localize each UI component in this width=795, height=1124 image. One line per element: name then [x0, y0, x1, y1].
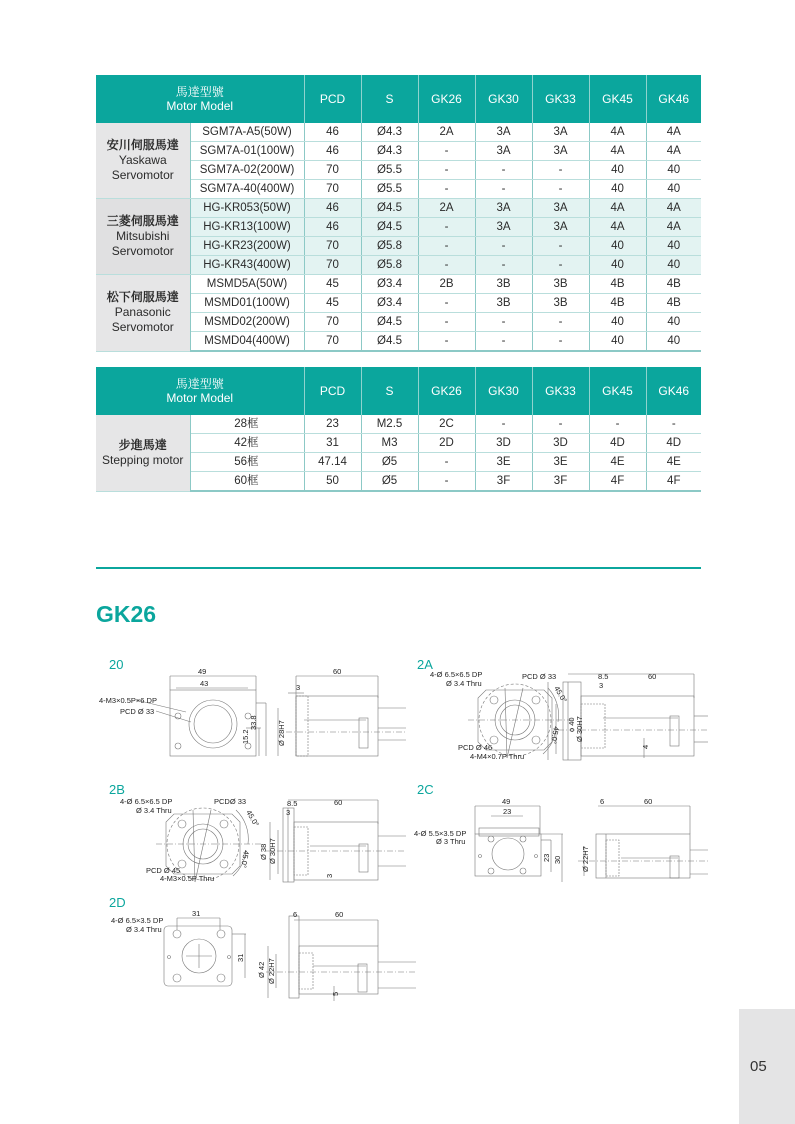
cell-gk33: - — [532, 313, 589, 332]
cell-gk26: 2A — [418, 123, 475, 142]
dim-bore: Ø 22H7 — [581, 846, 590, 872]
cell-s: Ø4.3 — [361, 142, 418, 161]
cell-gk26: - — [418, 142, 475, 161]
cell-gk30: - — [475, 332, 532, 352]
header-gk30: GK30 — [475, 75, 532, 123]
header-zh: 馬達型號 — [175, 377, 224, 391]
cell-gk45: 4A — [589, 199, 646, 218]
cell-gk26: 2D — [418, 434, 475, 453]
motor-brand-cell — [96, 275, 190, 352]
cell-gk26: 2C — [418, 415, 475, 434]
cell-gk46: 40 — [646, 237, 701, 256]
cell-gk46: 40 — [646, 161, 701, 180]
cell-gk26: 2A — [418, 199, 475, 218]
header-pcd: PCD — [304, 367, 361, 415]
cell-pcd: 46 — [304, 142, 361, 161]
cell-gk33: - — [532, 180, 589, 199]
cell-s: Ø4.5 — [361, 218, 418, 237]
cell-gk45: 40 — [589, 180, 646, 199]
page-tab — [739, 1009, 795, 1124]
motor-brand-cell — [96, 199, 190, 275]
cell-gk26: - — [418, 294, 475, 313]
cell-model: HG-KR053(50W) — [190, 199, 304, 218]
cell-gk33: 3B — [532, 294, 589, 313]
brand-name-en2: Servomotor — [111, 320, 174, 335]
section-divider — [96, 567, 701, 569]
cell-model: SGM7A-40(400W) — [190, 180, 304, 199]
drawing-2b — [96, 794, 406, 894]
cell-gk33: - — [532, 237, 589, 256]
cell-pcd: 50 — [304, 472, 361, 492]
cell-model: 60框 — [190, 472, 304, 492]
cell-gk45: 4E — [589, 453, 646, 472]
cell-gk45: 4B — [589, 275, 646, 294]
tap-spec: 4-M3×0.5P Thru — [160, 874, 215, 883]
dim-od: Ø 38 — [259, 843, 268, 860]
header-gk26: GK26 — [418, 367, 475, 415]
header-s: S — [361, 367, 418, 415]
motor-compat-table-stepping — [96, 367, 701, 492]
cell-s: Ø5 — [361, 453, 418, 472]
cell-gk45: 4F — [589, 472, 646, 492]
brand-name-en2: Servomotor — [111, 244, 174, 258]
cell-pcd: 45 — [304, 275, 361, 294]
header-s: S — [361, 75, 418, 123]
dim-8-5: 8.5 — [287, 799, 298, 808]
cell-gk26: - — [418, 332, 475, 352]
cell-model: SGM7A-02(200W) — [190, 161, 304, 180]
cell-gk30: - — [475, 256, 532, 275]
cell-gk45: 40 — [589, 237, 646, 256]
dim-60: 60 — [648, 672, 657, 681]
motor-compat-table-servo — [96, 75, 701, 352]
cell-gk30: - — [475, 237, 532, 256]
brand-name-en2: Servomotor — [111, 168, 174, 182]
cell-s: Ø4.5 — [361, 313, 418, 332]
cell-gk30: - — [475, 161, 532, 180]
cell-s: Ø5.5 — [361, 180, 418, 199]
cell-gk33: 3A — [532, 123, 589, 142]
dim-49: 49 — [502, 797, 511, 806]
hole-thru: Ø 3.4 Thru — [446, 679, 482, 688]
cell-model: MSMD04(400W) — [190, 332, 304, 352]
angle-2: 45.0° — [548, 725, 561, 745]
cell-pcd: 31 — [304, 434, 361, 453]
header-gk45: GK45 — [589, 75, 646, 123]
table-row — [96, 275, 701, 294]
pcd-33: PCDØ 33 — [214, 797, 247, 806]
cell-pcd: 70 — [304, 313, 361, 332]
dim-15-2: 15.2 — [241, 729, 250, 744]
cell-pcd: 70 — [304, 180, 361, 199]
cell-gk30: - — [475, 180, 532, 199]
dim-60: 60 — [334, 798, 343, 807]
cell-gk45: - — [589, 415, 646, 434]
drawing-20-labels — [96, 668, 406, 768]
dim-bore: Ø 30H7 — [575, 716, 584, 742]
hole-thru: Ø 3 Thru — [436, 837, 466, 846]
dim-49: 49 — [198, 668, 207, 676]
dim-bore: Ø 22H7 — [267, 958, 276, 984]
table-row — [96, 199, 701, 218]
cell-model: MSMD02(200W) — [190, 313, 304, 332]
cell-gk45: 4A — [589, 142, 646, 161]
hole-spec: 4-Ø 6.5×6.5 DP — [430, 670, 483, 679]
cell-model: 56框 — [190, 453, 304, 472]
header-en: Motor Model — [166, 99, 234, 113]
drawing-label-2c: 2C — [417, 782, 434, 797]
cell-gk26: - — [418, 472, 475, 492]
cell-s: Ø3.4 — [361, 275, 418, 294]
table-header-row — [96, 75, 701, 123]
dim-od: o 40 — [567, 717, 576, 732]
cell-model: HG-KR13(100W) — [190, 218, 304, 237]
cell-gk46: 4A — [646, 199, 701, 218]
header-pcd: PCD — [304, 75, 361, 123]
cell-pcd: 46 — [304, 199, 361, 218]
header-motor-model — [96, 367, 304, 415]
header-gk45: GK45 — [589, 367, 646, 415]
motor-brand-cell — [96, 123, 190, 199]
cell-model: HG-KR23(200W) — [190, 237, 304, 256]
cell-gk30: 3A — [475, 142, 532, 161]
cell-model: MSMD01(100W) — [190, 294, 304, 313]
pcd-spec: PCD Ø 33 — [120, 707, 155, 716]
dim-8-5: 8.5 — [598, 672, 609, 681]
dim-60: 60 — [335, 910, 344, 919]
angle-1: 45.0° — [552, 684, 569, 705]
cell-gk45: 40 — [589, 332, 646, 352]
cell-gk46: 40 — [646, 332, 701, 352]
dim-od: Ø 42 — [257, 961, 266, 978]
angle-1: 45.0° — [244, 808, 261, 829]
angle-2: 45.0° — [238, 849, 251, 869]
dim-3: 3 — [286, 808, 291, 817]
cell-gk45: 40 — [589, 313, 646, 332]
table-header-row — [96, 367, 701, 415]
dim-3b: 3 — [325, 873, 334, 878]
brand-name-en1: Mitsubishi — [116, 229, 170, 243]
section-title: GK26 — [96, 601, 157, 627]
cell-gk45: 4D — [589, 434, 646, 453]
cell-gk46: 4B — [646, 294, 701, 313]
cell-model: SGM7A-01(100W) — [190, 142, 304, 161]
cell-gk46: 4F — [646, 472, 701, 492]
cell-gk26: 2B — [418, 275, 475, 294]
pcd-45: PCD Ø 45 — [146, 866, 181, 875]
cell-gk30: 3A — [475, 199, 532, 218]
drawing-2d — [96, 906, 416, 1006]
cell-pcd: 46 — [304, 218, 361, 237]
cell-s: Ø5.5 — [361, 161, 418, 180]
cell-gk46: 4B — [646, 275, 701, 294]
drawing-2c — [408, 794, 708, 894]
dim-43: 43 — [200, 679, 209, 688]
hole-thru: Ø 3.4 Thru — [136, 806, 172, 815]
cell-gk30: 3B — [475, 275, 532, 294]
cell-gk45: 4A — [589, 218, 646, 237]
hole-spec: 4-Ø 6.5×3.5 DP — [111, 916, 164, 925]
cell-gk46: - — [646, 415, 701, 434]
cell-gk30: 3D — [475, 434, 532, 453]
cell-gk33: 3B — [532, 275, 589, 294]
tap-spec: 4-M4×0.7P Thru — [470, 752, 525, 761]
header-motor-model — [96, 75, 304, 123]
cell-gk33: 3D — [532, 434, 589, 453]
cell-pcd: 70 — [304, 237, 361, 256]
cell-gk30: - — [475, 415, 532, 434]
hole-spec: 4-M3×0.5P×6 DP — [99, 696, 157, 705]
header-gk33: GK33 — [532, 75, 589, 123]
drawing-20 — [96, 668, 406, 773]
cell-pcd: 70 — [304, 256, 361, 275]
hole-spec: 4-Ø 6.5×6.5 DP — [120, 797, 173, 806]
cell-model: MSMD5A(50W) — [190, 275, 304, 294]
page-number: 05 — [750, 1058, 767, 1075]
header-gk46: GK46 — [646, 367, 701, 415]
header-zh: 馬達型號 — [175, 85, 224, 99]
header-gk30: GK30 — [475, 367, 532, 415]
cell-gk33: 3A — [532, 142, 589, 161]
drawing-label-2b: 2B — [109, 782, 125, 797]
cell-gk45: 4B — [589, 294, 646, 313]
brand-name-zh: 安川伺服馬達 — [106, 138, 179, 152]
dim-5: 5 — [331, 991, 340, 996]
cell-gk33: 3A — [532, 199, 589, 218]
dim-4: 4 — [641, 744, 650, 749]
dim-23h: 23 — [542, 853, 551, 862]
header-gk33: GK33 — [532, 367, 589, 415]
cell-gk46: 4A — [646, 218, 701, 237]
cell-s: Ø5.8 — [361, 256, 418, 275]
cell-gk33: - — [532, 256, 589, 275]
cell-gk30: 3E — [475, 453, 532, 472]
cell-gk30: 3A — [475, 218, 532, 237]
cell-model: SGM7A-A5(50W) — [190, 123, 304, 142]
cell-gk30: - — [475, 313, 532, 332]
cell-model: 28框 — [190, 415, 304, 434]
brand-name-en1: Yaskawa — [118, 153, 167, 167]
dim-31w: 31 — [192, 909, 201, 918]
cell-s: Ø4.5 — [361, 199, 418, 218]
cell-gk45: 40 — [589, 161, 646, 180]
header-gk46: GK46 — [646, 75, 701, 123]
cell-gk33: 3E — [532, 453, 589, 472]
cell-pcd: 46 — [304, 123, 361, 142]
cell-gk46: 4A — [646, 142, 701, 161]
hole-spec: 4-Ø 5.5×3.5 DP — [414, 829, 467, 838]
cell-gk26: - — [418, 313, 475, 332]
dim-31h: 31 — [236, 953, 245, 962]
cell-gk33: 3A — [532, 218, 589, 237]
cell-s: Ø3.4 — [361, 294, 418, 313]
cell-s: M3 — [361, 434, 418, 453]
cell-pcd: 23 — [304, 415, 361, 434]
drawing-label-2a: 2A — [417, 657, 433, 672]
dim-33-8: 33.8 — [249, 715, 258, 730]
brand-name-en1: Panasonic — [114, 305, 171, 320]
header-gk26: GK26 — [418, 75, 475, 123]
pcd-33: PCD Ø 33 — [522, 672, 557, 681]
cell-gk30: 3F — [475, 472, 532, 492]
drawing-label-2d: 2D — [109, 895, 126, 910]
cell-pcd: 70 — [304, 161, 361, 180]
cell-gk46: 4A — [646, 123, 701, 142]
drawing-2a — [408, 668, 708, 773]
cell-gk45: 4A — [589, 123, 646, 142]
table-row — [96, 123, 701, 142]
cell-gk46: 40 — [646, 313, 701, 332]
pcd-46: PCD Ø 46 — [458, 743, 493, 752]
cell-gk26: - — [418, 256, 475, 275]
cell-gk26: - — [418, 453, 475, 472]
cell-gk46: 4D — [646, 434, 701, 453]
dim-3: 3 — [599, 681, 604, 690]
cell-model: HG-KR43(400W) — [190, 256, 304, 275]
dim-60: 60 — [333, 668, 342, 676]
cell-s: M2.5 — [361, 415, 418, 434]
type-name-zh: 步進馬達 — [118, 437, 167, 452]
cell-s: Ø4.3 — [361, 123, 418, 142]
cell-gk26: - — [418, 161, 475, 180]
cell-gk45: 40 — [589, 256, 646, 275]
cell-gk46: 40 — [646, 180, 701, 199]
cell-pcd: 70 — [304, 332, 361, 352]
dim-60: 60 — [644, 797, 653, 806]
cell-gk33: - — [532, 161, 589, 180]
cell-gk33: - — [532, 415, 589, 434]
cell-s: Ø4.5 — [361, 332, 418, 352]
motor-type-cell — [96, 415, 190, 491]
dim-bore: Ø 30H7 — [268, 838, 277, 864]
table-row — [96, 415, 701, 434]
drawing-label-20: 20 — [109, 657, 124, 672]
cell-s: Ø5 — [361, 472, 418, 492]
cell-gk46: 40 — [646, 256, 701, 275]
cell-gk30: 3A — [475, 123, 532, 142]
cell-gk26: - — [418, 218, 475, 237]
dim-6: 6 — [293, 910, 298, 919]
cell-model: 42框 — [190, 434, 304, 453]
dim-30: 30 — [553, 855, 562, 864]
dim-bore: Ø 28H7 — [277, 720, 286, 746]
type-name-en: Stepping motor — [102, 452, 184, 467]
cell-pcd: 45 — [304, 294, 361, 313]
brand-name-zh: 三菱伺服馬達 — [106, 214, 179, 228]
brand-name-zh: 松下伺服馬達 — [106, 290, 179, 305]
header-en: Motor Model — [166, 391, 234, 405]
dim-3: 3 — [296, 683, 301, 692]
cell-s: Ø5.8 — [361, 237, 418, 256]
cell-gk26: - — [418, 237, 475, 256]
cell-gk30: 3B — [475, 294, 532, 313]
cell-gk33: - — [532, 332, 589, 352]
hole-thru: Ø 3.4 Thru — [126, 925, 162, 934]
cell-pcd: 47.14 — [304, 453, 361, 472]
dim-23w: 23 — [503, 807, 512, 816]
cell-gk33: 3F — [532, 472, 589, 492]
cell-gk26: - — [418, 180, 475, 199]
dim-6: 6 — [600, 797, 605, 806]
cell-gk46: 4E — [646, 453, 701, 472]
